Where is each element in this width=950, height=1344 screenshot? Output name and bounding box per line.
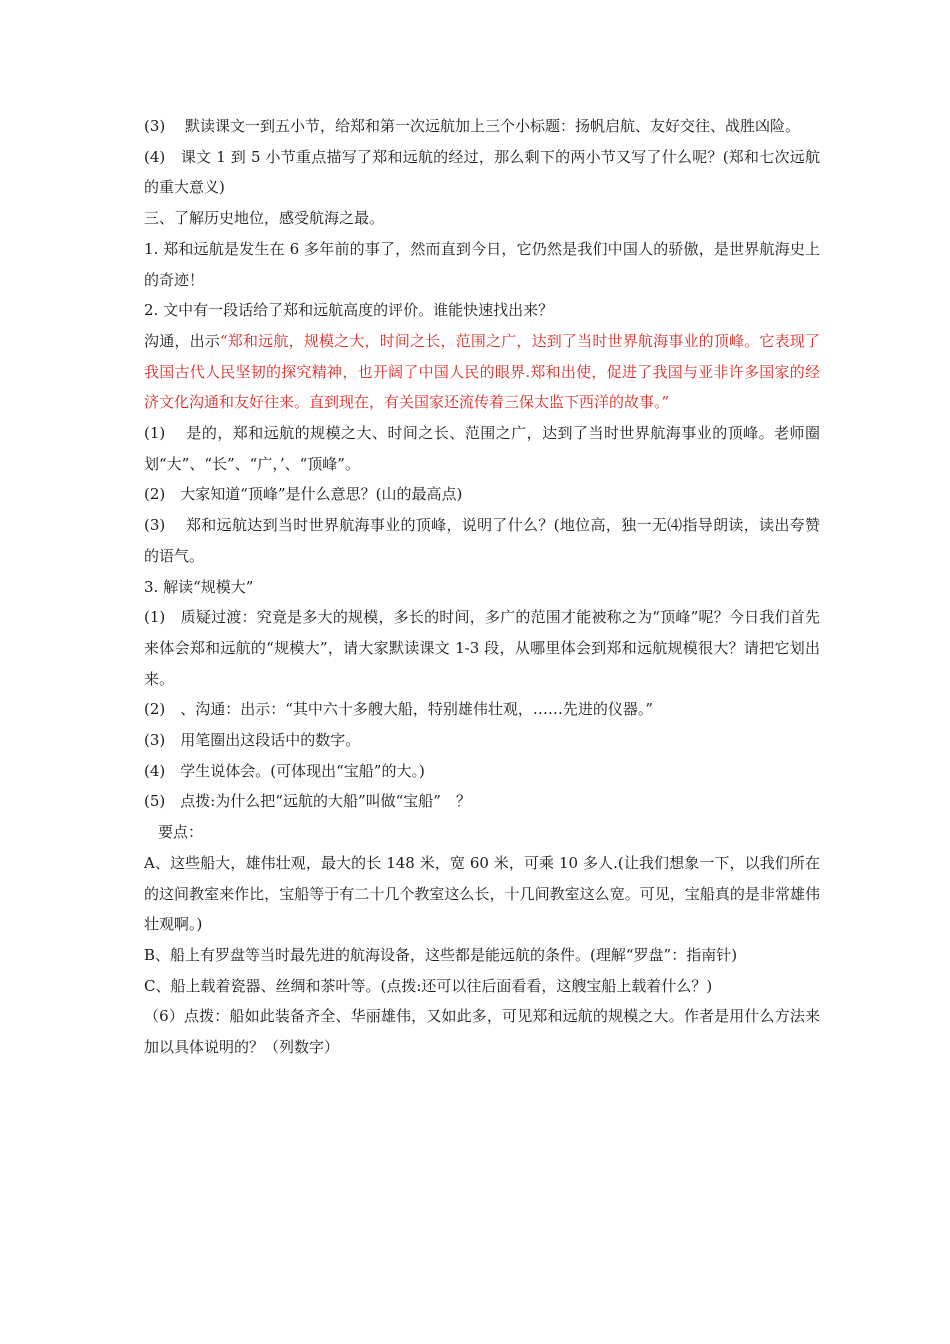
quote-prefix: 沟通，出示 xyxy=(144,331,220,350)
paragraph-communicate-quote xyxy=(144,326,820,418)
highlighted-quote: “郑和远航，规模之大，时间之长，范围之广，达到了当时世界航海事业的顶峰。它表现了我国古代人民坚韧的探究精神，也开阔了中国人民的眼界.郑和出使，促进了我国与亚非许多国家的经济文化沟通和友好往来。直到现在，有关国家还流传着三保太监下西洋的故事。” xyxy=(144,331,820,412)
paragraph-step-3-reading: (3) 默读课文一到五小节，给郑和第一次远航加上三个小标题：扬帆启航、友好交往、战胜凶险。 xyxy=(144,117,801,135)
paragraph-sub-2: (2) 大家知道“顶峰”是什么意思？(山的最高点) xyxy=(144,485,463,504)
paragraph-scale-2: (2) 、沟通：出示：“其中六十多艘大船，特别雄伟壮观，……先进的仪器。” xyxy=(144,700,654,719)
paragraph-scale-5: (5) 点拨:为什么把“远航的大船”叫做“宝船” ？ xyxy=(144,792,471,811)
paragraph-sub-1: (1) 是的，郑和远航的规模之大、时间之长、范围之广，达到了当时世界航海事业的顶峰。老师圈划“大”、“长”、“广，’、“顶峰”。 xyxy=(144,424,820,473)
document-body xyxy=(144,111,820,1063)
paragraph-point-1: 1. 郑和远航是发生在 6 多年前的事了，然而直到今日，它仍然是我们中国人的骄傲，是世界航海史上的奇迹！ xyxy=(144,239,820,289)
paragraph-sub-3: (3) 郑和远航达到当时世界航海事业的顶峰，说明了什么？(地位高，独一无⑷指导朗读，读出夸赞的语气。 xyxy=(144,516,820,565)
paragraph-step-4-question: (4) 课文 1 到 5 小节重点描写了郑和远航的经过，那么剩下的两小节又写了什么呢？(郑和七次远航的重大意义) xyxy=(144,147,820,197)
section-heading-three: 三、了解历史地位，感受航海之最。 xyxy=(144,209,385,228)
paragraph-key-points-label: 要点： xyxy=(158,823,204,842)
paragraph-point-a: A、这些船大，雄伟壮观，最大的长 148 米，宽 60 米，可乘 10 多人.(让我们想象一下，以我们所在的这间教室来作比，宝船等于有二十几个教室这么长，十几间教室这么宽。可见，宝船真的是非常雄伟壮观啊。) xyxy=(144,853,820,934)
paragraph-point-b: B、船上有罗盘等当时最先进的航海设备，这些都是能远航的条件。(理解“罗盘”：指南针) xyxy=(144,945,738,964)
paragraph-point-2: 2. 文中有一段话给了郑和远航高度的评价。谁能快速找出来？ xyxy=(144,301,554,320)
paragraph-scale-6: （6）点拨：船如此装备齐全、华丽雄伟，又如此多，可见郑和远航的规模之大。作者是用什么方法来加以具体说明的？（列数字） xyxy=(144,1007,820,1057)
paragraph-point-3: 3. 解读“规模大” xyxy=(144,577,254,596)
paragraph-point-c: C、船上载着瓷器、丝绸和茶叶等。(点拨:还可以往后面看看，这艘宝船上载着什么？) xyxy=(144,976,713,995)
paragraph-scale-1: (1) 质疑过渡：究竟是多大的规模，多长的时间，多广的范围才能被称之为“顶峰”呢？今日我们首先来体会郑和远航的“规模大”，请大家默读课文 1-3 段，从哪里体会到郑和远航规模很大？请把它划出来。 xyxy=(144,608,820,688)
paragraph-scale-3: (3) 用笔圈出这段话中的数字。 xyxy=(144,731,361,750)
paragraph-scale-4: (4) 学生说体会。(可体现出“宝船”的大。) xyxy=(144,761,425,780)
